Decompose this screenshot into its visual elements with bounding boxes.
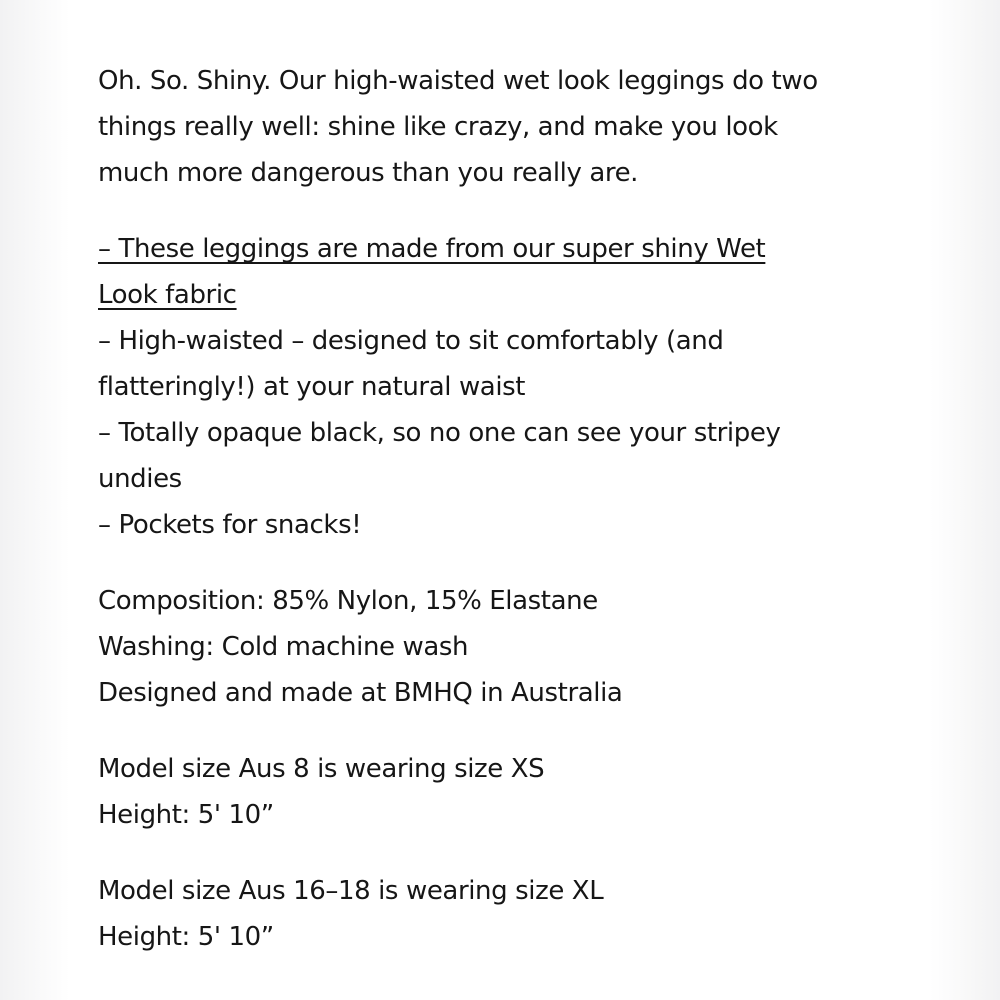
fabric-link-text[interactable]: – These leggings are made from our super shiny Wet [98,234,766,264]
model-info-xs [98,746,898,838]
model-info-xl [98,868,898,960]
product-description [98,58,898,960]
origin-line: Designed and made at BMHQ in Australia [98,678,623,708]
intro-paragraph [98,58,898,196]
model-height-line: Height: 5' 10” [98,800,274,830]
feature-line: flatteringly!) at your natural waist [98,372,526,402]
model-size-line: Model size Aus 16–18 is wearing size XL [98,876,604,906]
feature-line: undies [98,464,182,494]
intro-line: things really well: shine like crazy, and make you look [98,112,778,142]
intro-line: much more dangerous than you really are. [98,158,639,188]
model-size-line: Model size Aus 8 is wearing size XS [98,754,545,784]
features-list [98,226,898,548]
washing-line: Washing: Cold machine wash [98,632,469,662]
fabric-link[interactable] [98,226,898,272]
intro-line: Oh. So. Shiny. Our high-waisted wet look leggings do two [98,66,818,96]
feature-line: – Pockets for snacks! [98,510,362,540]
composition-line: Composition: 85% Nylon, 15% Elastane [98,586,598,616]
feature-line: – Totally opaque black, so no one can see your stripey [98,418,781,448]
fabric-link[interactable] [98,272,898,318]
fabric-link-text[interactable]: Look fabric [98,280,237,310]
details-paragraph [98,578,898,716]
model-height-line: Height: 5' 10” [98,922,274,952]
feature-line: – High-waisted – designed to sit comfortably (and [98,326,724,356]
